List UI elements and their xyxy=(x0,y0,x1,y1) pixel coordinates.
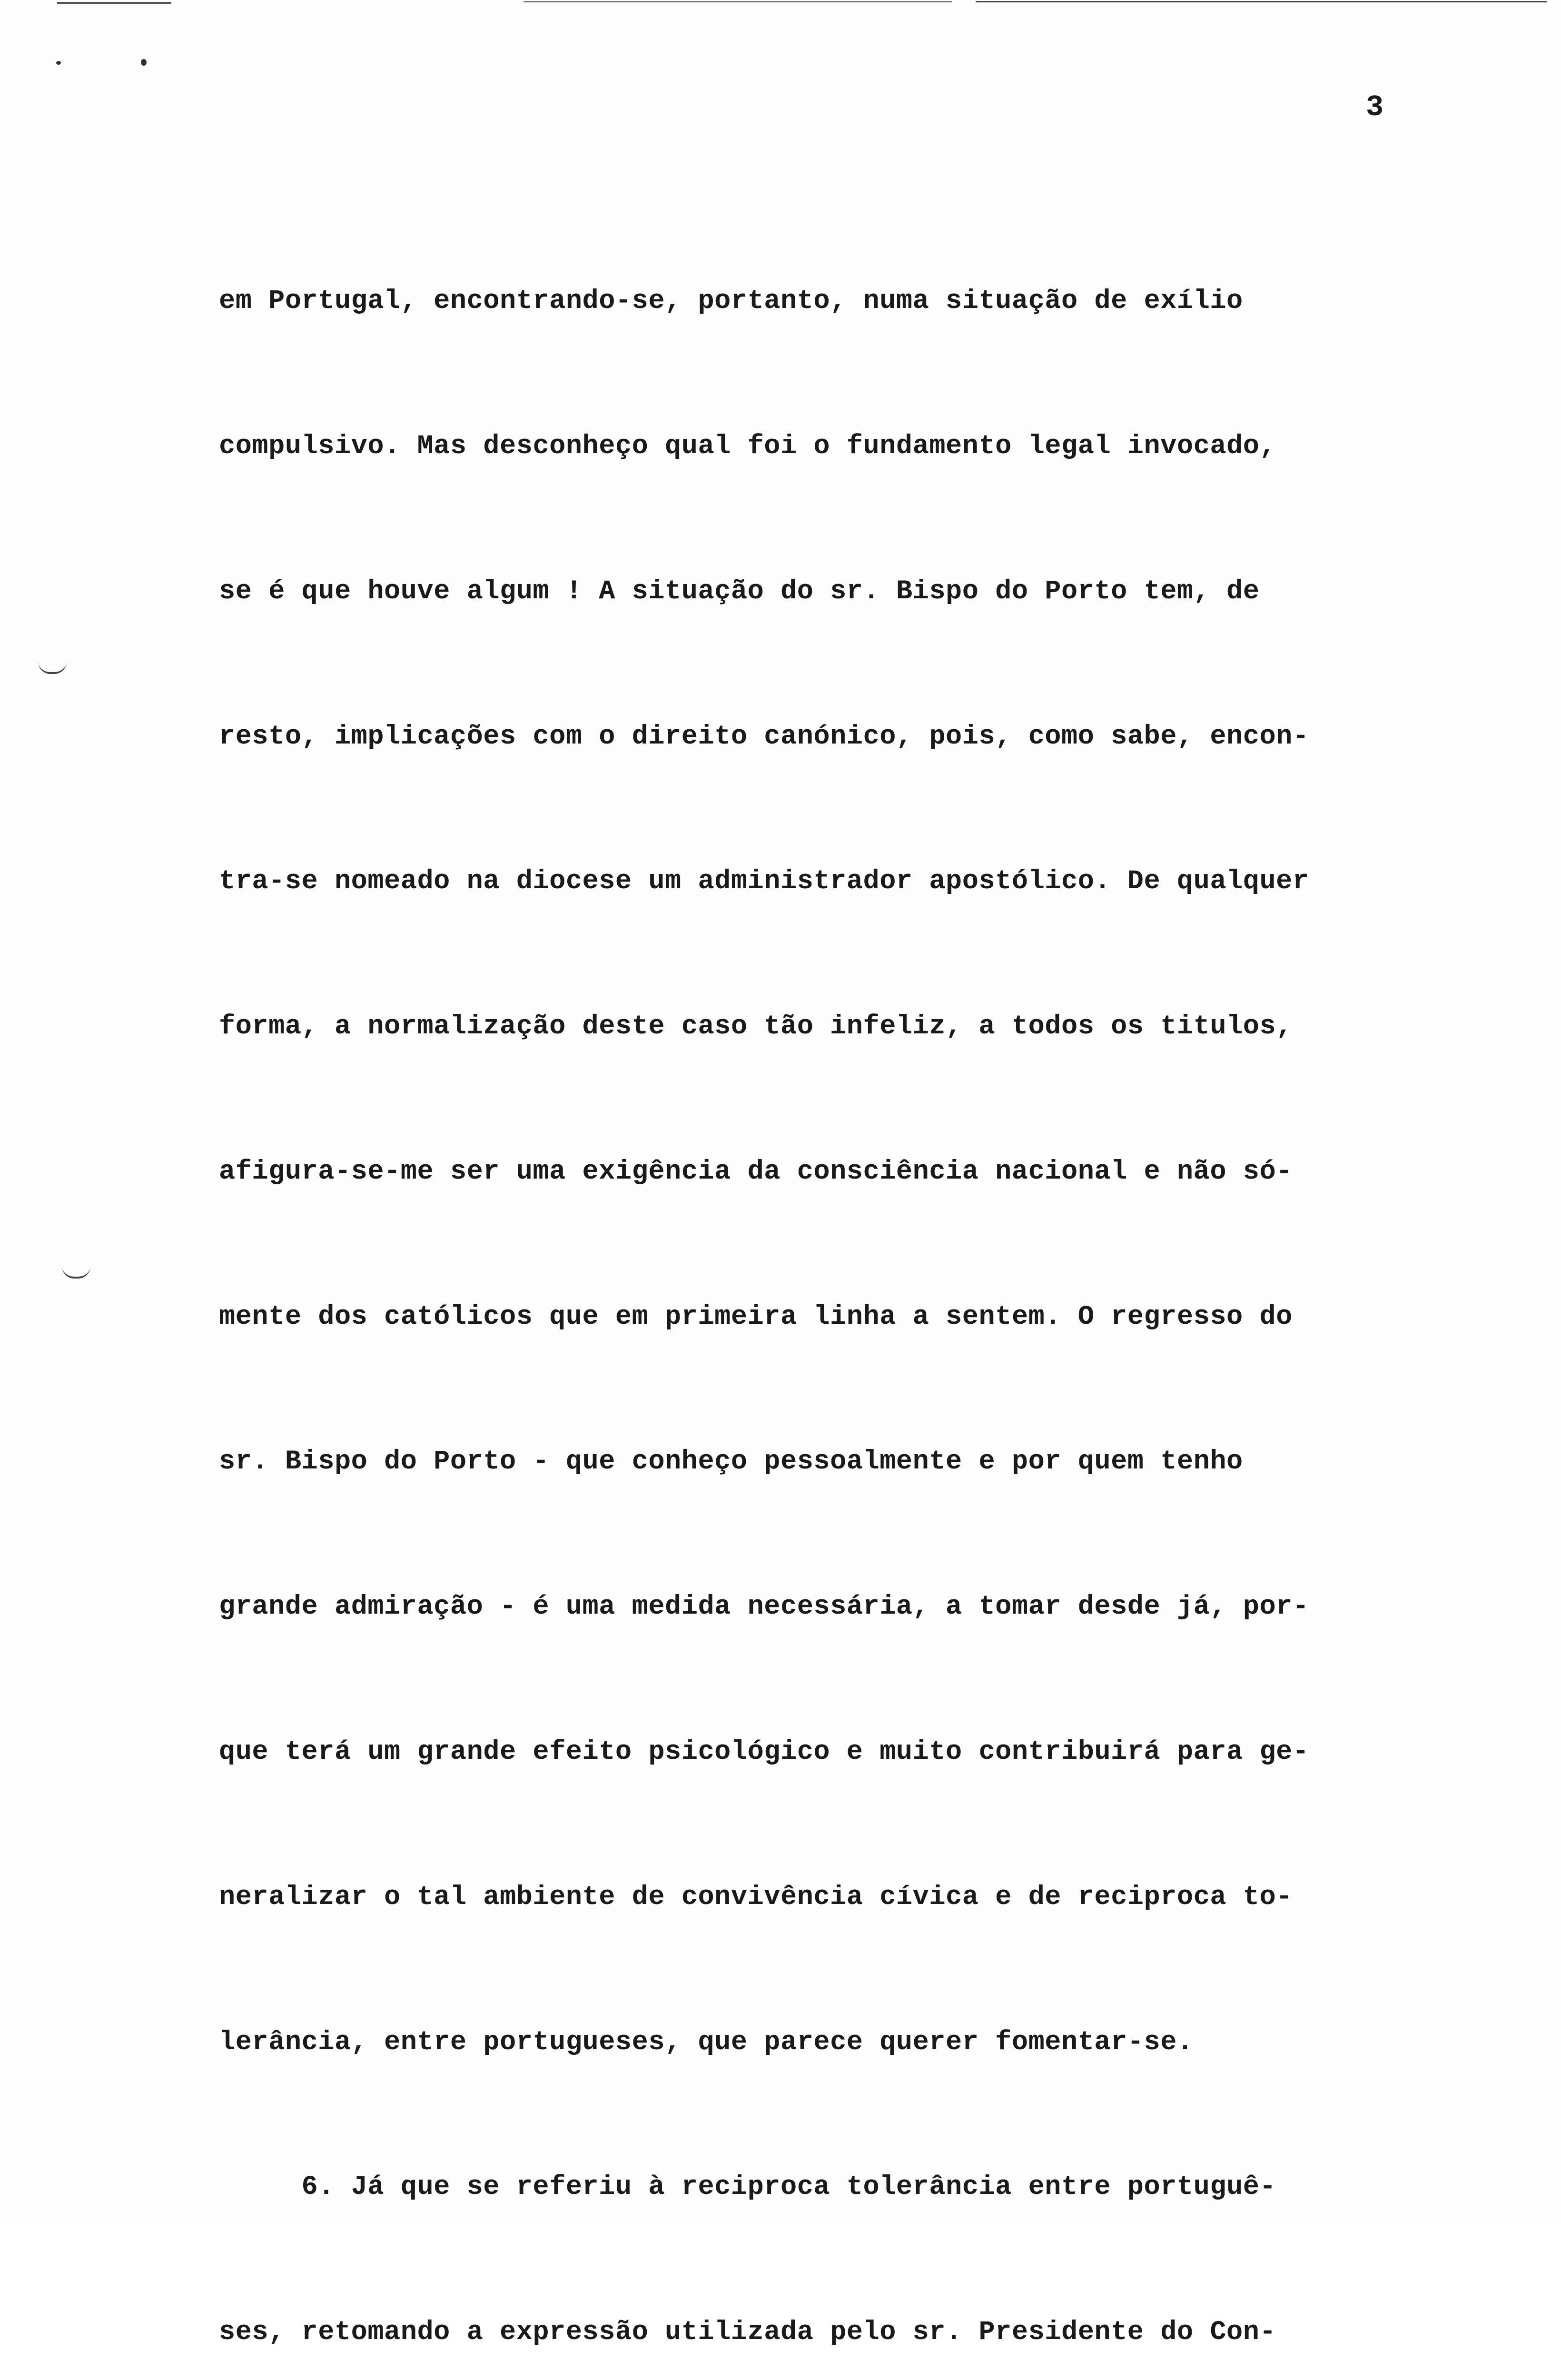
text-line: se é que houve algum ! A situação do sr. Bispo do Porto tem, de xyxy=(219,576,1260,607)
text-line: em Portugal, encontrando-se, portanto, numa situação de exílio xyxy=(219,286,1243,317)
text-line: tra-se nomeado na diocese um administrador apostólico. De qualquer xyxy=(219,866,1309,897)
text-line: grande admiração - é uma medida necessária, a tomar desde já, por- xyxy=(219,1592,1309,1623)
text-line: afigura-se-me ser uma exigência da consciência nacional e não só- xyxy=(219,1156,1293,1187)
scan-speck xyxy=(141,59,147,66)
scan-artifact xyxy=(524,1,952,2)
text-line: sr. Bispo do Porto - que conheço pessoalmente e por quem tenho xyxy=(219,1447,1243,1478)
text-line: resto, implicações com o direito canónico, pois, como sabe, encon- xyxy=(219,721,1309,752)
text-line: que terá um grande efeito psicológico e muito contribuirá para ge- xyxy=(219,1737,1309,1767)
margin-mark xyxy=(38,662,67,674)
text-line: compulsivo. Mas desconheço qual foi o fundamento legal invocado, xyxy=(219,431,1276,462)
text-line: neralizar o tal ambiente de convivência cívica e de reciproca to- xyxy=(219,1882,1293,1913)
text-line: 6. Já que se referiu à reciproca tolerância entre portuguê- xyxy=(219,2172,1276,2203)
body-text xyxy=(219,181,1513,2380)
text-line: mente dos católicos que em primeira linha a sentem. O regresso do xyxy=(219,1301,1293,1332)
page-number: 3 xyxy=(1366,90,1384,124)
text-line: lerância, entre portugueses, que parece querer fomentar-se. xyxy=(219,2027,1194,2058)
scan-artifact xyxy=(976,1,1547,2)
text-line: forma, a normalização deste caso tão infeliz, a todos os titulos, xyxy=(219,1012,1293,1042)
text-line: ses, retomando a expressão utilizada pelo sr. Presidente do Con- xyxy=(219,2317,1276,2348)
scan-artifact xyxy=(57,2,171,4)
scan-speck xyxy=(56,61,61,65)
margin-mark xyxy=(62,1266,90,1279)
